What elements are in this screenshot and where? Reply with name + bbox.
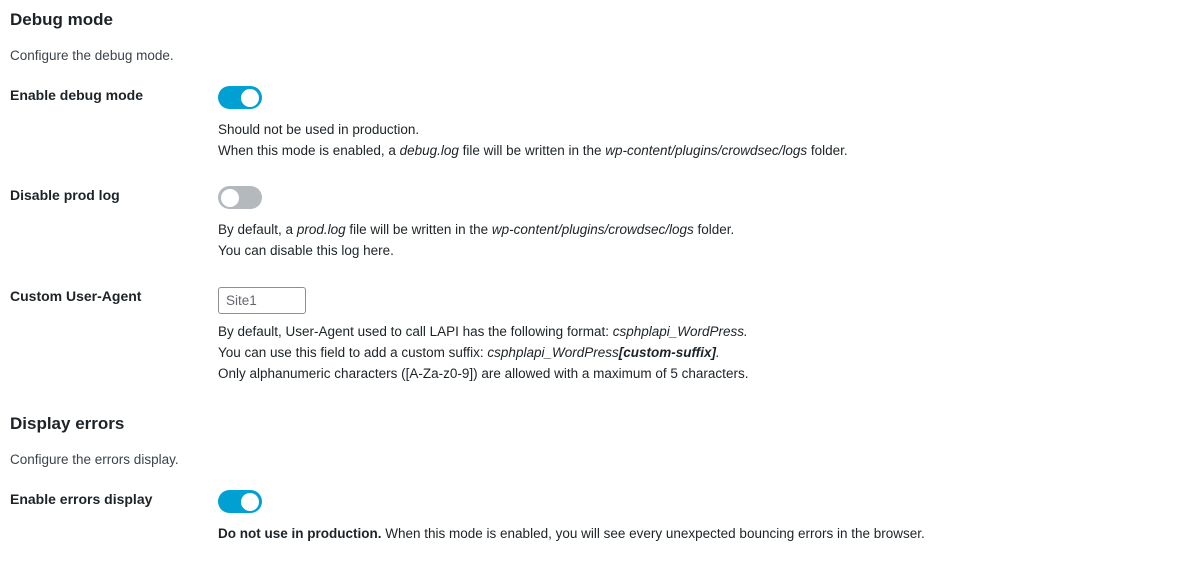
toggle-knob-icon (241, 89, 259, 107)
toggle-knob-icon (241, 493, 259, 511)
help-text-line-2c: file will be written in the (458, 142, 606, 158)
help-text-line-1a: By default, a (218, 222, 297, 237)
setting-row-enable-debug-mode (0, 86, 1190, 162)
help-text-line-1c: file will be written in the (345, 222, 492, 237)
help-text-rest: When this mode is enabled, you will see every unexpected bouncing errors in the browser. (381, 526, 925, 541)
section-description-debug-mode: Configure the debug mode. (10, 48, 174, 63)
help-text-custom-suffix: [custom-suffix] (618, 344, 716, 360)
help-text-line-3: Only alphanumeric characters ([A-Za-z0-9]) are allowed with a maximum of 5 characters. (218, 365, 749, 381)
label-enable-debug-mode: Enable debug mode (10, 87, 144, 103)
help-text-line-1c: . (744, 324, 748, 339)
help-custom-user-agent (218, 322, 1190, 385)
help-text-logs-path: wp-content/plugins/crowdsec/logs (491, 222, 694, 237)
section-description-display-errors: Configure the errors display. (10, 452, 179, 467)
help-text-line-2: You can disable this log here. (218, 242, 394, 258)
help-text-logs-path: wp-content/plugins/crowdsec/logs (605, 142, 808, 158)
help-enable-errors-display (218, 524, 1190, 545)
help-text-line-1: Should not be used in production. (218, 122, 420, 137)
label-enable-errors-display: Enable errors display (10, 491, 153, 507)
section-title-debug-mode: Debug mode (10, 10, 113, 29)
help-text-warning: Do not use in production. (218, 526, 382, 541)
help-text-line-1a: By default, User-Agent used to call LAPI has the following format: (218, 324, 613, 339)
help-text-line-1e: folder. (693, 222, 735, 237)
help-text-line-2a: When this mode is enabled, a (218, 142, 400, 158)
help-text-user-agent-prefix: csphplapi_WordPress (487, 344, 619, 360)
setting-row-disable-prod-log (0, 186, 1190, 262)
setting-row-custom-user-agent (0, 287, 1190, 385)
help-text-line-2d: . (716, 344, 720, 360)
section-title-display-errors: Display errors (10, 414, 125, 433)
toggle-enable-debug-mode[interactable] (218, 86, 262, 109)
help-enable-debug-mode (218, 120, 1190, 162)
custom-user-agent-input[interactable] (218, 287, 306, 314)
help-disable-prod-log (218, 220, 1190, 262)
toggle-disable-prod-log[interactable] (218, 186, 262, 209)
toggle-enable-errors-display[interactable] (218, 490, 262, 513)
toggle-knob-icon (221, 189, 239, 207)
help-text-line-2e: folder. (807, 142, 848, 158)
setting-row-enable-errors-display (0, 490, 1190, 545)
help-text-prod-log: prod.log (296, 222, 346, 237)
label-disable-prod-log: Disable prod log (10, 187, 120, 203)
help-text-user-agent-format: csphplapi_WordPress (612, 324, 745, 339)
label-custom-user-agent: Custom User-Agent (10, 288, 142, 304)
help-text-line-2a: You can use this field to add a custom suffix: (218, 344, 488, 360)
help-text-debug-log: debug.log (399, 142, 459, 158)
